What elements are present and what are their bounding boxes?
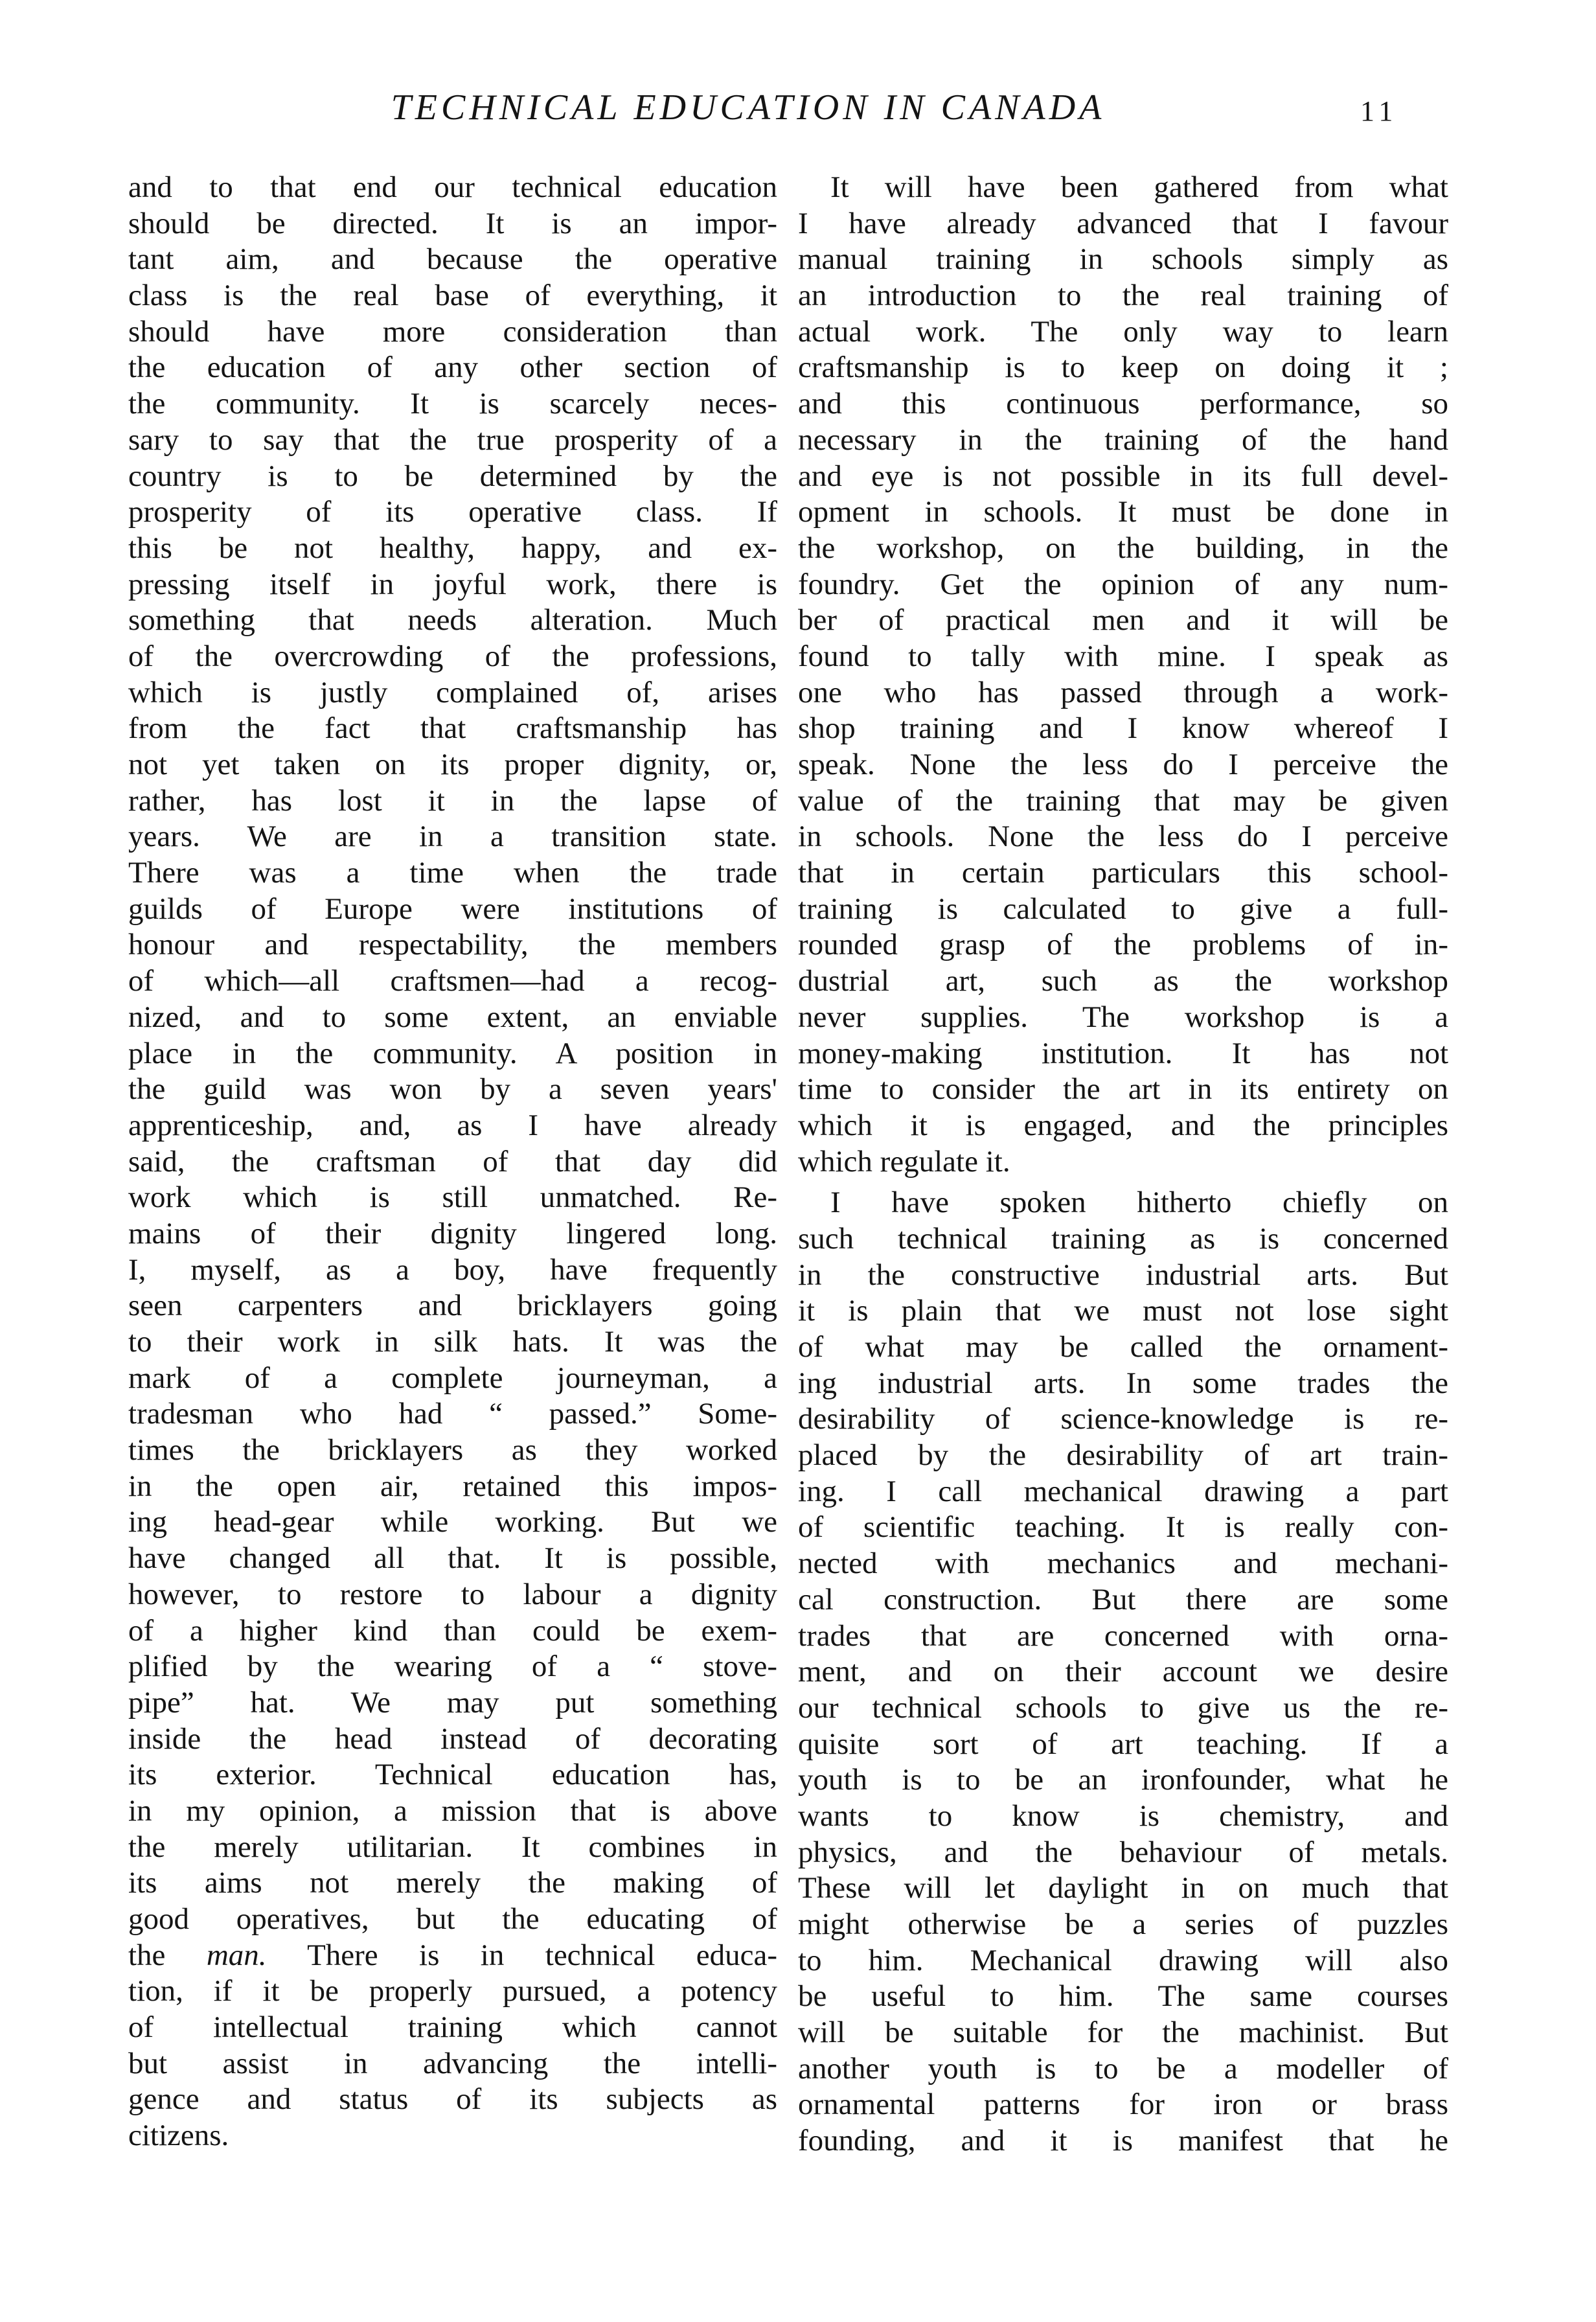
text-line: of what may be called the ornament- (798, 1330, 1448, 1364)
text-line: dustrial art, such as the workshop (798, 964, 1448, 998)
text-line: pressing itself in joyful work, there is (128, 567, 777, 601)
text-line: placed by the desirability of art train- (798, 1438, 1448, 1473)
text-line: mains of their dignity lingered long. (128, 1216, 777, 1250)
text-line: It will have been gathered from what (830, 170, 1448, 204)
text-line: training is calculated to give a full- (798, 891, 1448, 926)
text-line: of scientific teaching. It is really con- (798, 1510, 1448, 1545)
text-line: and eye is not possible in its full devel- (798, 459, 1448, 493)
text-line: another youth is to be a modeller of (798, 2051, 1448, 2086)
text-line: foundry. Get the opinion of any num- (798, 567, 1448, 601)
text-line: and this continuous performance, so (798, 387, 1448, 421)
text-line: and to that end our technical education (128, 170, 777, 204)
text-line: ing industrial arts. In some trades the (798, 1366, 1448, 1400)
text-line: ber of practical men and it will be (798, 603, 1448, 638)
text-line: value of the training that may be given (798, 783, 1448, 818)
text-line: youth is to be an ironfounder, what he (798, 1763, 1448, 1797)
text-line: I have already advanced that I favour (798, 206, 1448, 240)
text-line: in the constructive industrial arts. But (798, 1258, 1448, 1292)
text-line: the workshop, on the building, in the (798, 531, 1448, 565)
text-line: nized, and to some extent, an enviable (128, 1000, 777, 1034)
text-line: might otherwise be a series of puzzles (798, 1907, 1448, 1941)
text-line: seen carpenters and bricklayers going (128, 1289, 777, 1323)
text-line: its exterior. Technical education has, (128, 1758, 777, 1792)
text-line: cal construction. But there are some (798, 1582, 1448, 1616)
text-line: which is justly complained of, arises (128, 675, 777, 709)
text-line: the education of any other section of (128, 351, 777, 385)
text-line: that in certain particulars this school- (798, 856, 1448, 890)
text-line: found to tally with mine. I speak as (798, 639, 1448, 673)
text-line: of intellectual training which cannot (128, 2010, 777, 2045)
left-column (128, 170, 777, 2154)
text-fragment: the (128, 1938, 207, 1972)
text-line: will be suitable for the machinist. But (798, 2016, 1448, 2050)
text-line: speak. None the less do I perceive the (798, 748, 1448, 781)
text-line: prosperity of its operative class. If (128, 495, 777, 529)
text-line: There was a time when the trade (128, 856, 777, 890)
left-paragraph (128, 170, 777, 2154)
text-line: necessary in the training of the hand (798, 422, 1448, 457)
text-line: of the overcrowding of the professions, (128, 639, 777, 673)
text-line: rounded grasp of the problems of in- (798, 928, 1448, 962)
text-line: tant aim, and because the operative (128, 242, 777, 277)
text-line: rather, has lost it in the lapse of (128, 783, 777, 818)
text-line: class is the real base of everything, it (128, 279, 777, 313)
text-line: I have spoken hitherto chiefly on (830, 1186, 1448, 1220)
text-line: however, to restore to labour a dignity (128, 1577, 777, 1611)
right-paragraph-1 (798, 170, 1448, 1180)
text-line: ing. I call mechanical drawing a part (798, 1474, 1448, 1508)
text-line: said, the craftsman of that day did (128, 1144, 777, 1178)
text-line: to him. Mechanical drawing will also (798, 1943, 1448, 1977)
italic-word: man. (206, 1938, 267, 1972)
text-line: something that needs alteration. Much (128, 603, 777, 638)
text-line: founding, and it is manifest that he (798, 2124, 1448, 2158)
text-line: tradesman who had “ passed.” Some- (128, 1397, 777, 1431)
page-number: 11 (1360, 95, 1398, 127)
text-line: time to consider the art in its entirety on (798, 1072, 1448, 1107)
text-line: the community. It is scarcely neces- (128, 387, 777, 421)
text-line: shop training and I know whereof I (798, 711, 1448, 746)
running-header-title: TECHNICAL EDUCATION IN CANADA (391, 87, 1106, 128)
text-line: trades that are concerned with orna- (798, 1618, 1448, 1653)
text-line: ing head-gear while working. But we (128, 1505, 777, 1539)
text-line: have changed all that. It is possible, (128, 1541, 777, 1576)
text-line: in schools. None the less do I perceive (798, 820, 1448, 854)
text-line: an introduction to the real training of (798, 279, 1448, 313)
text-line: work which is still unmatched. Re- (128, 1180, 777, 1215)
text-line: never supplies. The workshop is a (798, 1000, 1448, 1034)
text-line: citizens. (128, 2119, 229, 2153)
text-line: ment, and on their account we desire (798, 1655, 1448, 1689)
text-line: actual work. The only way to learn (798, 314, 1448, 349)
text-line: country is to be determined by the (128, 459, 777, 493)
text-line: manual training in schools simply as (798, 242, 1448, 277)
text-line: should have more consideration than (128, 314, 777, 349)
text-line: apprenticeship, and, as I have already (128, 1108, 777, 1142)
text-line: plified by the wearing of a “ stove- (128, 1650, 777, 1684)
text-line: not yet taken on its proper dignity, or, (128, 748, 777, 781)
text-line: pipe” hat. We may put something (128, 1685, 777, 1719)
text-line: in the open air, retained this impos- (128, 1469, 777, 1503)
text-line: gence and status of its subjects as (128, 2082, 777, 2117)
text-line: money-making institution. It has not (798, 1036, 1448, 1070)
text-line: should be directed. It is an impor- (128, 206, 777, 240)
text-line: which it is engaged, and the principles (798, 1108, 1448, 1142)
text-line: years. We are in a transition state. (128, 820, 777, 854)
text-line: honour and respectability, the members (128, 928, 777, 962)
text-line: in my opinion, a mission that is above (128, 1793, 777, 1828)
text-line: mark of a complete journeyman, a (128, 1361, 777, 1395)
text-line: to their work in silk hats. It was the (128, 1325, 777, 1359)
text-line: nected with mechanics and mechani- (798, 1546, 1448, 1581)
right-column (798, 170, 1448, 2159)
text-line: guilds of Europe were institutions of (128, 891, 777, 926)
text-line: it is plain that we must not lose sight (798, 1294, 1448, 1328)
text-line: inside the head instead of decorating (128, 1721, 777, 1756)
text-line: wants to know is chemistry, and (798, 1799, 1448, 1833)
text-line: physics, and the behaviour of metals. (798, 1835, 1448, 1869)
text-line: ornamental patterns for iron or brass (798, 2087, 1448, 2122)
text-line: place in the community. A position in (128, 1036, 777, 1070)
text-line: opment in schools. It must be done in (798, 495, 1448, 529)
text-line: I, myself, as a boy, have frequently (128, 1252, 777, 1287)
text-line: sary to say that the true prosperity of a (128, 422, 777, 457)
text-line: These will let daylight in on much that (798, 1871, 1448, 1905)
text-line: from the fact that craftsmanship has (128, 711, 777, 746)
text-line: such technical training as is concerned (798, 1221, 1448, 1256)
right-paragraph-2 (798, 1185, 1448, 2159)
text-line: this be not healthy, happy, and ex- (128, 531, 777, 565)
text-line: good operatives, but the educating of (128, 1902, 777, 1936)
text-line: of a higher kind than could be exem- (128, 1613, 777, 1648)
text-line: be useful to him. The same courses (798, 1979, 1448, 2014)
text-line: which regulate it. (798, 1144, 1010, 1178)
text-line: one who has passed through a work- (798, 675, 1448, 709)
text-line: times the bricklayers as they worked (128, 1433, 777, 1467)
text-line: the guild was won by a seven years' (128, 1072, 777, 1107)
text-line (128, 1938, 777, 1974)
text-line: its aims not merely the making of (128, 1866, 777, 1900)
text-line: craftsmanship is to keep on doing it ; (798, 351, 1448, 385)
text-line: quisite sort of art teaching. If a (798, 1727, 1448, 1761)
text-line: of which—all craftsmen—had a recog- (128, 964, 777, 998)
text-line: the merely utilitarian. It combines in (128, 1830, 777, 1864)
text-fragment: There is in technical educa- (266, 1938, 778, 1972)
text-line: desirability of science-knowledge is re- (798, 1402, 1448, 1436)
text-line: tion, if it be properly pursued, a potency (128, 1974, 777, 2008)
text-line: but assist in advancing the intelli- (128, 2046, 777, 2080)
text-line: our technical schools to give us the re- (798, 1690, 1448, 1725)
